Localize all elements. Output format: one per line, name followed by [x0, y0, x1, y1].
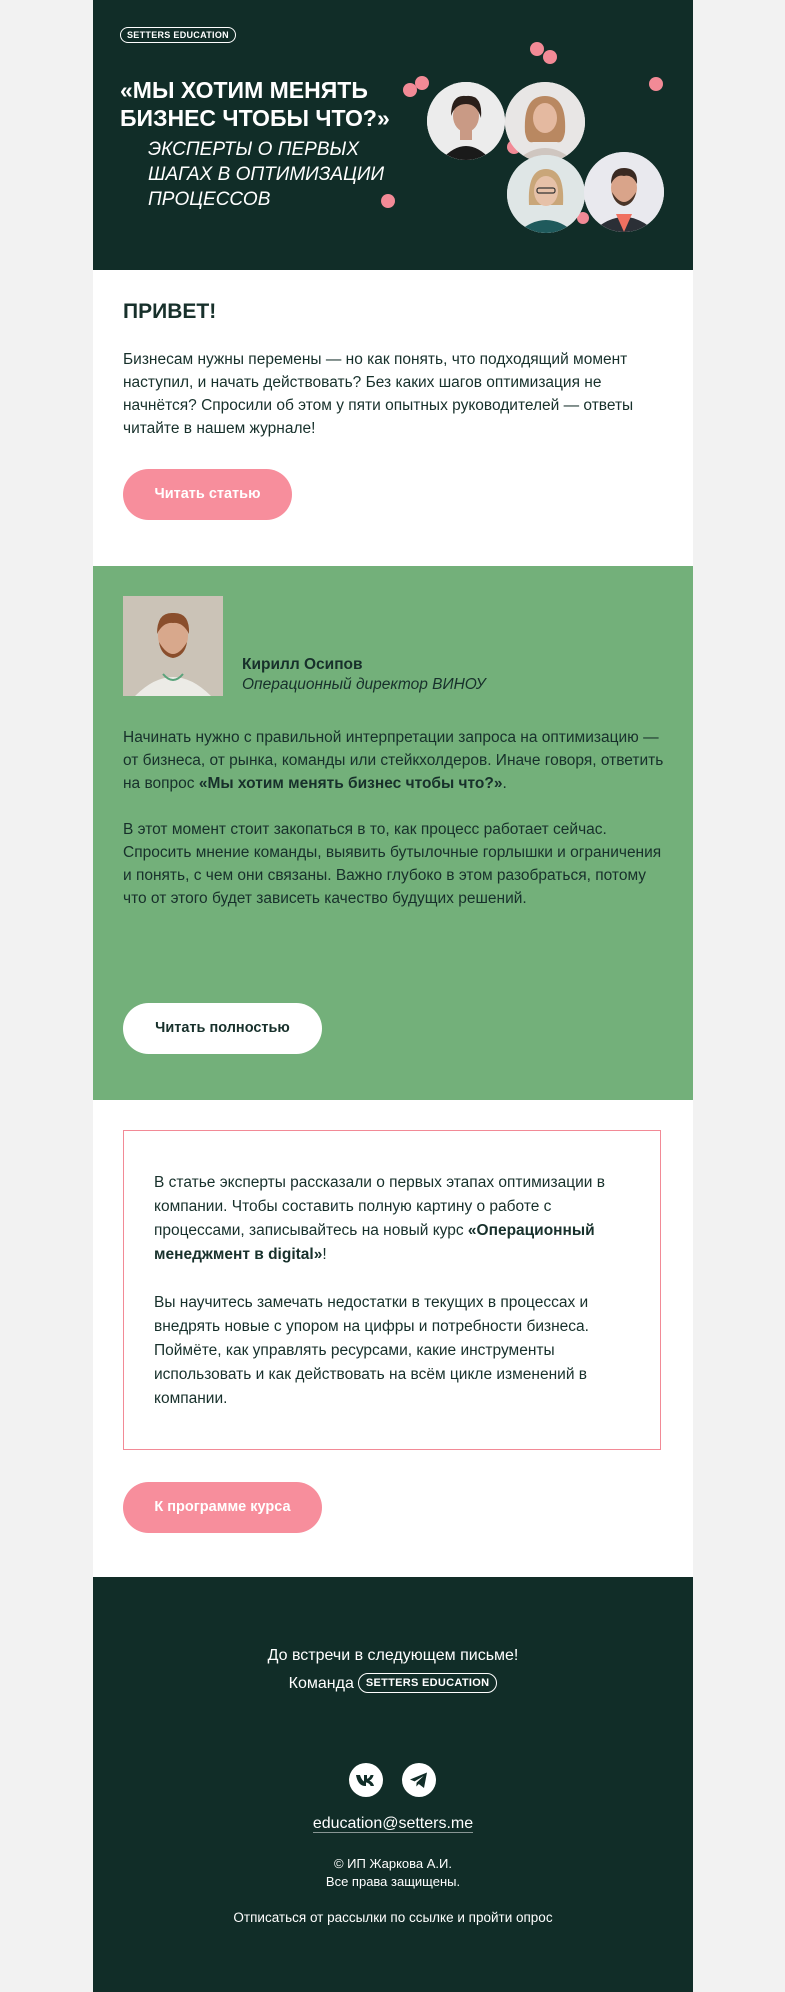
greeting-section: [93, 270, 693, 566]
course-program-button[interactable]: К программе курса: [123, 1482, 322, 1533]
email-text[interactable]: education@setters.me: [312, 1815, 474, 1832]
unsubscribe-link[interactable]: Отписаться от рассылки по ссылке и пройти опрос: [233, 1910, 553, 1925]
expert-quote-paragraph: В этот момент стоит закопаться в то, как процесс работает сейчас. Спросить мнение команды, выявить бутылочные горлышки и ограничения и понять, с чем они связаны. Важно глубоко в этом разобраться, потому что от этого будет зависеть качество будущих решений.: [123, 821, 662, 907]
expert-portrait: [507, 155, 585, 233]
hero-subtitle: ЭКСПЕРТЫ О ПЕРВЫХ ШАГАХ В ОПТИМИЗАЦИИ ПРОЦЕССОВ: [148, 139, 385, 210]
telegram-icon[interactable]: [402, 1763, 436, 1797]
person-photo-icon: [427, 82, 505, 160]
decor-dot: [543, 50, 557, 64]
course-section: [93, 1100, 693, 1577]
email-container: [93, 0, 693, 1992]
footer-brand-logo[interactable]: SETTERS EDUCATION: [358, 1673, 497, 1693]
expert-role: Операционный директор ВИНОУ: [242, 676, 486, 693]
footer: [93, 1577, 693, 1992]
brand-logo[interactable]: SETTERS EDUCATION: [120, 27, 236, 43]
footer-team-line: [93, 1673, 693, 1693]
person-photo-icon: [584, 152, 664, 232]
quote-text: Начинать нужно с правильной интерпретации запроса на оптимизацию — от бизнеса, от рынка, команды или стейкхолдеров. Иначе говоря, ответить на вопрос: [123, 729, 664, 792]
course-text-part: !: [322, 1246, 327, 1263]
expert-photo: [123, 596, 223, 696]
footer-farewell: До встречи в следующем письме!: [267, 1647, 519, 1664]
person-photo-icon: [507, 155, 585, 233]
expert-portrait: [584, 152, 664, 232]
greeting-text: Бизнесам нужны перемены — но как понять, что подходящий момент наступил, и начать действовать? Без каких шагов оптимизация не начнётся? Спросили об этом у пяти опытных руководителей — ответы читайте в нашем журнале!: [123, 351, 634, 437]
quote-text: .: [502, 775, 507, 792]
decor-dot: [649, 77, 663, 91]
expert-quote: [123, 726, 668, 933]
course-paragraph: [154, 1171, 644, 1267]
course-text: [154, 1171, 644, 1435]
hero-title: «МЫ ХОТИМ МЕНЯТЬ БИЗНЕС ЧТОБЫ ЧТО?»: [120, 77, 390, 131]
greeting-title: ПРИВЕТ!: [123, 300, 217, 323]
hero-banner: [93, 0, 693, 270]
expert-portrait: [427, 82, 505, 160]
course-text-part: В статье эксперты рассказали о первых этапах оптимизации в компании. Чтобы составить полную картину о работе с процессами, записывайтесь на новый курс: [154, 1174, 605, 1239]
rights-line: Все права защищены.: [325, 1874, 461, 1889]
person-photo-icon: [123, 596, 223, 696]
expert-quote-paragraph: [123, 726, 668, 795]
copyright-line: © ИП Жаркова А.И.: [333, 1856, 452, 1871]
footer-team-label: Команда: [288, 1675, 354, 1692]
decor-dot: [381, 194, 395, 208]
person-photo-icon: [505, 82, 585, 162]
course-paragraph: Вы научитесь замечать недостатки в текущих в процессах и внедрять новые с упором на цифры и потребности бизнеса. Поймёте, как управлять ресурсами, какие инструменты использовать и как действовать на всём цикле изменений в компании.: [154, 1294, 589, 1407]
footer-email-link[interactable]: [93, 1815, 693, 1833]
decor-dot: [530, 42, 544, 56]
course-name: «Операционный менеджмент в digital»: [154, 1222, 595, 1263]
expert-portrait: [505, 82, 585, 162]
read-full-button[interactable]: Читать полностью: [123, 1003, 322, 1054]
quote-highlight: «Мы хотим менять бизнес чтобы что?»: [198, 775, 503, 792]
vk-icon[interactable]: [349, 1763, 383, 1797]
footer-copyright: [93, 1855, 693, 1891]
read-article-button[interactable]: Читать статью: [123, 469, 292, 520]
decor-dot: [415, 76, 429, 90]
expert-section: [93, 566, 693, 1100]
course-info-box: [123, 1130, 661, 1450]
expert-name: Кирилл Осипов: [242, 656, 363, 673]
